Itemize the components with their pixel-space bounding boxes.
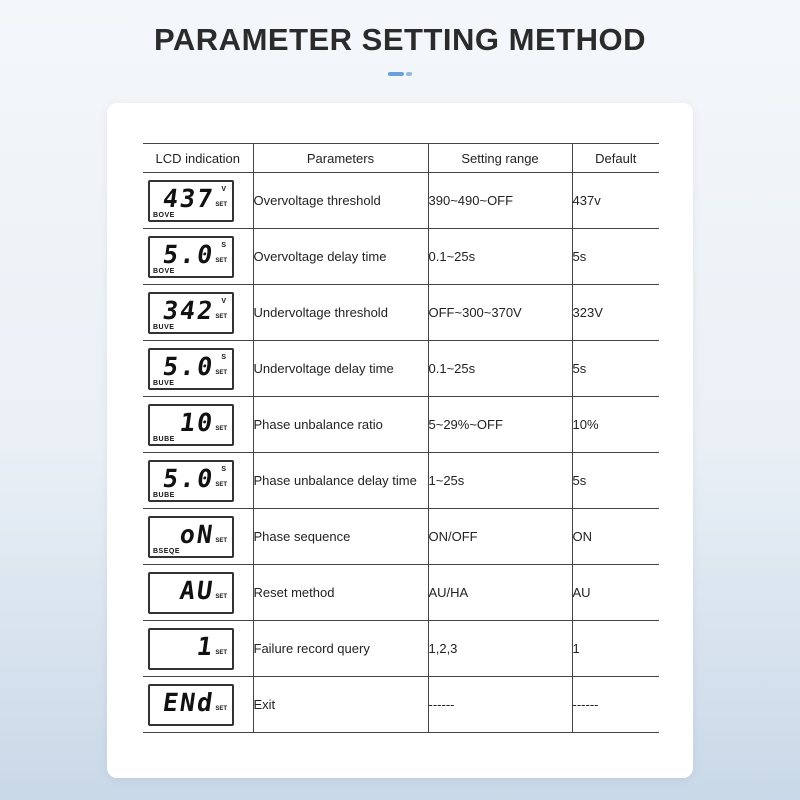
- header-setting-range: Setting range: [428, 144, 572, 173]
- parameter-card: [107, 103, 693, 778]
- lcd-set-label: SET: [215, 594, 227, 600]
- table-row: [143, 285, 659, 341]
- table-row: [143, 621, 659, 677]
- setting-range: 0.1~25s: [428, 341, 572, 397]
- lcd-mode-code: BOVE: [153, 212, 175, 219]
- lcd-mode-code: BUBE: [153, 492, 175, 499]
- parameter-name: Phase unbalance delay time: [253, 453, 428, 509]
- default-value: 10%: [572, 397, 659, 453]
- table-header-row: [143, 144, 659, 173]
- parameter-name: Phase sequence: [253, 509, 428, 565]
- lcd-display: [148, 516, 234, 558]
- lcd-value: AU: [177, 576, 217, 605]
- lcd-display: [148, 628, 234, 670]
- lcd-unit: V: [221, 186, 226, 193]
- lcd-display: [148, 684, 234, 726]
- parameter-name: Phase unbalance ratio: [253, 397, 428, 453]
- parameter-name: Overvoltage threshold: [253, 173, 428, 229]
- setting-range: ------: [428, 677, 572, 733]
- setting-range: 1,2,3: [428, 621, 572, 677]
- lcd-indication-cell: [143, 509, 253, 565]
- header-lcd-indication: LCD indication: [143, 144, 253, 173]
- lcd-display: [148, 348, 234, 390]
- lcd-set-label: SET: [215, 482, 227, 488]
- lcd-unit: S: [221, 466, 226, 473]
- parameter-name: Reset method: [253, 565, 428, 621]
- lcd-indication-cell: [143, 229, 253, 285]
- lcd-set-label: SET: [215, 706, 227, 712]
- lcd-display: [148, 236, 234, 278]
- lcd-display: [148, 572, 234, 614]
- header-default: Default: [572, 144, 659, 173]
- lcd-set-label: SET: [215, 202, 227, 208]
- lcd-unit: S: [221, 242, 226, 249]
- lcd-indication-cell: [143, 173, 253, 229]
- lcd-display: [148, 460, 234, 502]
- setting-range: AU/HA: [428, 565, 572, 621]
- lcd-set-label: SET: [215, 370, 227, 376]
- table-row: [143, 341, 659, 397]
- lcd-set-label: SET: [215, 650, 227, 656]
- default-value: ------: [572, 677, 659, 733]
- lcd-value: 437: [160, 184, 217, 213]
- title-accent-bar: [388, 72, 412, 76]
- parameter-name: Undervoltage threshold: [253, 285, 428, 341]
- setting-range: OFF~300~370V: [428, 285, 572, 341]
- table-row: [143, 453, 659, 509]
- lcd-display: [148, 180, 234, 222]
- parameter-name: Failure record query: [253, 621, 428, 677]
- lcd-indication-cell: [143, 285, 253, 341]
- parameter-name: Undervoltage delay time: [253, 341, 428, 397]
- default-value: 437v: [572, 173, 659, 229]
- default-value: ON: [572, 509, 659, 565]
- default-value: 5s: [572, 453, 659, 509]
- lcd-unit: V: [221, 298, 226, 305]
- lcd-value: ENd: [160, 688, 217, 717]
- lcd-indication-cell: [143, 341, 253, 397]
- default-value: 5s: [572, 341, 659, 397]
- table-row: [143, 565, 659, 621]
- lcd-value: 10: [177, 408, 217, 437]
- parameter-name: Exit: [253, 677, 428, 733]
- lcd-display: [148, 404, 234, 446]
- lcd-value: 342: [160, 296, 217, 325]
- lcd-indication-cell: [143, 621, 253, 677]
- setting-range: ON/OFF: [428, 509, 572, 565]
- default-value: 323V: [572, 285, 659, 341]
- lcd-mode-code: BUVE: [153, 324, 175, 331]
- lcd-indication-cell: [143, 677, 253, 733]
- default-value: 1: [572, 621, 659, 677]
- setting-range: 1~25s: [428, 453, 572, 509]
- page-title: PARAMETER SETTING METHOD: [154, 22, 646, 57]
- lcd-set-label: SET: [215, 314, 227, 320]
- lcd-set-label: SET: [215, 426, 227, 432]
- table-row: [143, 677, 659, 733]
- table-row: [143, 229, 659, 285]
- lcd-mode-code: BSEQE: [153, 548, 181, 555]
- lcd-unit: S: [221, 354, 226, 361]
- default-value: AU: [572, 565, 659, 621]
- parameter-table: [143, 143, 659, 733]
- lcd-mode-code: BUBE: [153, 436, 175, 443]
- lcd-set-label: SET: [215, 258, 227, 264]
- default-value: 5s: [572, 229, 659, 285]
- lcd-value: 5.0: [160, 240, 217, 269]
- lcd-indication-cell: [143, 397, 253, 453]
- lcd-indication-cell: [143, 453, 253, 509]
- lcd-value: 5.0: [160, 464, 217, 493]
- lcd-value: 5.0: [160, 352, 217, 381]
- lcd-value: oN: [177, 520, 217, 549]
- setting-range: 390~490~OFF: [428, 173, 572, 229]
- table-row: [143, 509, 659, 565]
- lcd-set-label: SET: [215, 538, 227, 544]
- header-parameters: Parameters: [253, 144, 428, 173]
- lcd-value: 1: [194, 632, 217, 661]
- lcd-display: [148, 292, 234, 334]
- lcd-indication-cell: [143, 565, 253, 621]
- lcd-mode-code: BUVE: [153, 380, 175, 387]
- setting-range: 0.1~25s: [428, 229, 572, 285]
- setting-range: 5~29%~OFF: [428, 397, 572, 453]
- table-row: [143, 173, 659, 229]
- table-row: [143, 397, 659, 453]
- parameter-name: Overvoltage delay time: [253, 229, 428, 285]
- lcd-mode-code: BOVE: [153, 268, 175, 275]
